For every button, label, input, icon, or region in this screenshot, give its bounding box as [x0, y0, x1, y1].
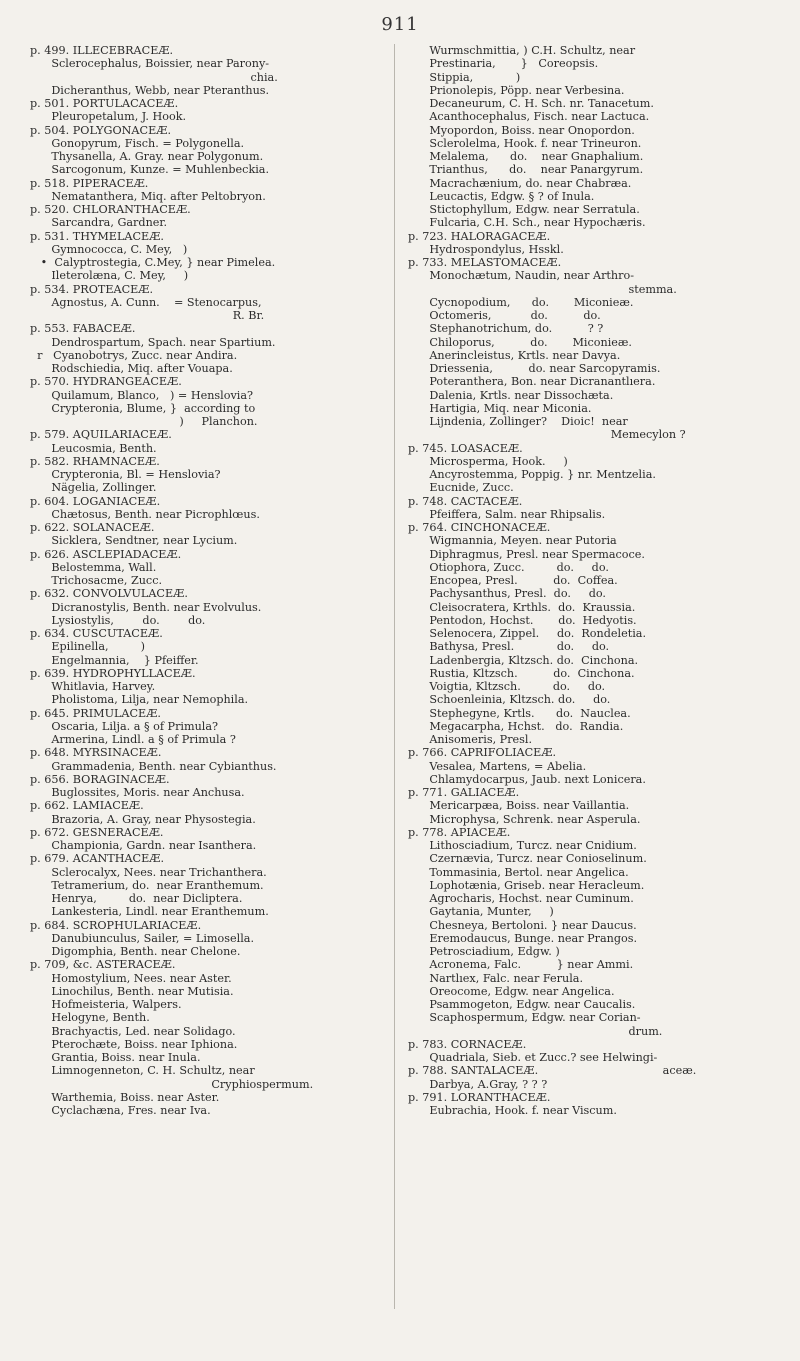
index-line: Octomeris, do. do. — [408, 309, 601, 322]
index-line: Megacarpha, Hchst. do. Randia. — [408, 719, 624, 733]
index-line: Lophotænia, Griseb. near Heracleum. — [408, 878, 645, 892]
index-line: p. 745. LOASACEÆ. — [408, 441, 523, 455]
index-line: Agrocharis, Hochst. near Cuminum. — [408, 892, 634, 905]
index-line: Rustia, Kltzsch. do. Cinchona. — [408, 666, 635, 680]
index-line: p. 553. FABACEÆ. — [30, 322, 136, 336]
index-line: Scaphospermum, Edgw. near Corian- — [408, 1011, 641, 1025]
index-line: Nematanthera, Miq. after Peltobryon. — [30, 189, 266, 203]
index-line: Sarcogonum, Kunze. = Muhlenbeckia. — [30, 163, 270, 177]
index-line: Prestinaria, } Coreopsis. — [408, 57, 599, 71]
index-line: chia. — [30, 70, 278, 84]
index-line: Decaneurum, C. H. Sch. nr. Tanacetum. — [408, 97, 654, 110]
index-line: Championia, Gardn. near Isanthera. — [30, 839, 257, 852]
index-line: Diphragmus, Presl. near Spermacoce. — [408, 547, 645, 561]
index-line: stemma. — [408, 282, 677, 296]
index-line: Pterochæte, Boiss. near Iphiona. — [30, 1037, 238, 1051]
index-line: Grammadenia, Benth. near Cybianthus. — [30, 759, 277, 773]
index-line: Microsperma, Hook. ) — [408, 454, 568, 468]
index-line: Quilamum, Blanco, ) = Henslovia? — [30, 388, 254, 402]
index-line: p. 684. SCROPHULARIACEÆ. — [30, 918, 202, 932]
index-line: p. 679. ACANTHACEÆ. — [30, 852, 165, 866]
index-line: Grantia, Boiss. near Inula. — [30, 1051, 201, 1064]
index-line: Macrachænium, do. near Chabræa. — [408, 176, 632, 190]
index-line: Epilinella, ) — [30, 640, 145, 654]
index-line: Nägelia, Zollinger. — [30, 481, 157, 495]
index-line: Dicheranthus, Webb, near Pteranthus. — [30, 83, 270, 97]
index-line: Leucactis, Edgw. § ? of Inula. — [408, 189, 595, 203]
index-line: p. 499. ILLECEBRACEÆ. — [30, 44, 174, 57]
index-line: p. 622. SOLANACEÆ. — [30, 521, 155, 534]
index-line: Wigmannia, Meyen. near Putoria — [408, 534, 617, 548]
index-line: Rodschiedia, Miq. after Vouapa. — [30, 362, 233, 375]
index-line: Driessenia, do. near Sarcopyramis. — [408, 362, 661, 375]
index-line: Myopordon, Boiss. near Onopordon. — [408, 123, 635, 137]
index-line: Chlamydocarpus, Jaub. next Lonicera. — [408, 772, 646, 786]
index-line: Whitlavia, Harvey. — [30, 680, 156, 693]
index-line: Stippia, ) — [408, 70, 521, 84]
index-line: Stictophyllum, Edgw. near Serratula. — [408, 203, 640, 216]
index-line: Engelmannia, } Pfeiffer. — [30, 653, 199, 667]
index-line: p. 709, &c. ASTERACEÆ. — [30, 958, 176, 972]
index-line: Psammogeton, Edgw. near Caucalis. — [408, 998, 636, 1011]
index-line: Thysanella, A. Gray. near Polygonum. — [30, 150, 264, 163]
index-line: Stephanotrichum, do. ? ? — [408, 322, 604, 336]
index-line: Selenocera, Zippel. do. Rondeletia. — [408, 627, 647, 640]
index-line: Oscaria, Lilja. a § of Primula? — [30, 719, 219, 733]
index-line: Tetramerium, do. near Eranthemum. — [30, 878, 264, 892]
index-line: Sclerocalyx, Nees. near Trichanthera. — [30, 865, 267, 879]
index-line: p. 771. GALIACEÆ. — [408, 786, 520, 799]
index-line: • Calyptrostegia, C.Mey, } near Pimelea. — [30, 256, 276, 269]
index-line: Leucosmia, Benth. — [30, 441, 157, 455]
index-line: p. 723. HALORAGACEÆ. — [408, 229, 551, 243]
index-line: p. 520. CHLORANTHACEÆ. — [30, 203, 191, 216]
index-line: Trianthus, do. near Panargyrum. — [408, 163, 644, 177]
index-line: Tommasinia, Bertol. near Angelica. — [408, 865, 629, 879]
index-line: p. 648. MYRSINACEÆ. — [30, 746, 162, 760]
index-line: p. 791. LORANTHACEÆ. — [408, 1090, 551, 1104]
index-line: Wurmschmittia, ) C.H. Schultz, near — [408, 44, 636, 57]
index-line: Ileterolæna, C. Mey, ) — [30, 269, 189, 283]
index-line: Chiloporus, do. Miconieæ. — [408, 335, 632, 349]
index-line: p. 764. CINCHONACEÆ. — [408, 521, 551, 534]
index-line: Pentodon, Hochst. do. Hedyotis. — [408, 613, 637, 627]
index-line: p. 604. LOGANIACEÆ. — [30, 494, 161, 508]
index-line: Nartlıex, Falc. near Ferula. — [408, 971, 583, 985]
index-line: Pachysanthus, Presl. do. do. — [408, 587, 606, 601]
index-line: Poteranthera, Bon. near Dicranantlıera. — [408, 375, 656, 389]
index-line: Chesneya, Bertoloni. } near Daucus. — [408, 918, 637, 932]
index-line: Anerincleistus, Krtls. near Davya. — [408, 348, 621, 362]
index-line: p. 632. CONVOLVULACEÆ. — [30, 587, 188, 601]
index-line: p. 778. APIACEÆ. — [408, 825, 511, 839]
index-line: p. 634. CUSCUTACEÆ. — [30, 627, 163, 640]
index-line: Stephegyne, Krtls. do. Nauclea. — [408, 706, 631, 720]
index-line: Warthemia, Boiss. near Aster. — [30, 1090, 220, 1104]
index-line: Homostylium, Nees. near Aster. — [30, 971, 232, 985]
index-line: Voigtia, Kltzsch. do. do. — [408, 680, 606, 693]
index-line: Sarcandra, Gardner. — [30, 216, 168, 230]
index-line: p. 582. RHAMNACEÆ. — [30, 454, 160, 468]
index-line: Vesalea, Martens, = Abelia. — [408, 759, 587, 773]
index-line: Anisomeris, Presl. — [408, 733, 533, 746]
index-line: Gymnococca, C. Mey, ) — [30, 242, 188, 256]
index-line: Bathysa, Presl. do. do. — [408, 640, 610, 654]
index-line: Quadriala, Sieb. et Zucc.? see Helwingi- — [408, 1051, 658, 1064]
index-line: Pleuropetalum, J. Hook. — [30, 110, 187, 124]
right-column — [408, 44, 780, 1117]
index-line: p. 579. AQUILARIACEÆ. — [30, 428, 172, 442]
index-line: Eucnide, Zucc. — [408, 481, 514, 495]
index-line: Crypteronia, Bl. = Henslovia? — [30, 468, 221, 481]
index-line: Schoenleinia, Kltzsch. do. do. — [408, 693, 611, 707]
index-line: p. 504. POLYGONACEÆ. — [30, 123, 171, 137]
index-line: p. 748. CACTACEÆ. — [408, 494, 523, 508]
index-line: p. 788. SANTALACEÆ. aceæ. — [408, 1064, 697, 1078]
index-line: Pholistoma, Lilja, near Nemophila. — [30, 693, 249, 707]
index-line: Agnostus, A. Cunn. = Stenocarpus, — [30, 295, 262, 309]
index-line: Hartigia, Miq. near Miconia. — [408, 401, 592, 415]
index-line: Eubrachia, Hook. f. near Viscum. — [408, 1104, 617, 1117]
index-line: Gaytania, Munter, ) — [408, 905, 554, 919]
index-line: Cryphiospermum. — [30, 1077, 314, 1091]
index-line: Digomphia, Benth. near Chelone. — [30, 945, 241, 958]
index-line: Mericarpæa, Boiss. near Vaillantia. — [408, 799, 630, 813]
index-line: Cycnopodium, do. Miconieæ. — [408, 295, 634, 309]
index-line: Lysiostylis, do. do. — [30, 613, 206, 627]
index-line: p. 570. HYDRANGEACEÆ. — [30, 375, 182, 389]
index-line: drum. — [408, 1024, 663, 1038]
page-number: 911 — [381, 14, 419, 35]
index-line: Acronema, Falc. } near Ammi. — [408, 958, 634, 972]
index-line: Brazoria, A. Gray, near Physostegia. — [30, 812, 256, 826]
index-line: Czernævia, Turcz. near Conioselinum. — [408, 852, 647, 866]
index-line: Fulcaria, C.H. Sch., near Hypochæris. — [408, 216, 646, 230]
index-line: p. 626. ASCLEPIADACEÆ. — [30, 547, 182, 561]
index-line: p. 639. HYDROPHYLLACEÆ. — [30, 666, 196, 680]
index-line: Memecylon ? — [408, 428, 686, 442]
index-line: Lankesteria, Lindl. near Eranthemum. — [30, 905, 269, 919]
index-line: p. 501. PORTULACACEÆ. — [30, 97, 179, 110]
index-line: Chætosus, Benth. near Picrophlœus. — [30, 507, 260, 521]
index-line: p. 518. PIPERACEÆ. — [30, 176, 149, 190]
index-line: Oreocome, Edgw. near Angelica. — [408, 984, 615, 998]
index-line: Belostemma, Wall. — [30, 560, 157, 574]
index-line: Encopea, Presl. do. Coffea. — [408, 574, 618, 587]
index-line: p. 645. PRIMULACEÆ. — [30, 706, 161, 720]
index-line: Crypteronia, Blume, } according to — [30, 401, 256, 415]
index-line: Sclerolelma, Hook. f. near Trineuron. — [408, 136, 642, 150]
index-line: p. 783. CORNACEÆ. — [408, 1037, 527, 1051]
index-line: Gonopyrum, Fisch. = Polygonella. — [30, 136, 245, 150]
index-line: p. 656. BORAGINACEÆ. — [30, 772, 170, 786]
index-line: R. Br. — [30, 309, 265, 322]
index-line: Eremodaucus, Bunge. near Prangos. — [408, 931, 638, 945]
index-line: p. 534. PROTEACEÆ. — [30, 282, 154, 296]
index-line: Monochætum, Naudin, near Arthro- — [408, 269, 634, 283]
index-line: Prionolepis, Pöpp. near Verbesina. — [408, 83, 625, 97]
index-line: Dicranostylis, Benth. near Evolvulus. — [30, 600, 262, 614]
index-line: Dalenia, Krtls. near Dissochæta. — [408, 388, 614, 402]
index-line: r Cyanobotrys, Zucc. near Andira. — [30, 348, 238, 362]
index-line: Trichosacme, Zucc. — [30, 574, 163, 587]
index-line: Ladenbergia, Kltzsch. do. Cinchona. — [408, 653, 639, 667]
index-line: p. 766. CAPRIFOLIACEÆ. — [408, 746, 557, 760]
index-line: ) Planchon. — [30, 415, 258, 428]
index-line: Lijndenia, Zollinger? Dioic! near — [408, 415, 628, 428]
index-line: Buglossites, Moris. near Anchusa. — [30, 786, 245, 799]
index-line: p. 531. THYMELACEÆ. — [30, 229, 164, 243]
index-line: Petrosciadium, Edgw. ) — [408, 945, 560, 958]
index-line: p. 662. LAMIACEÆ. — [30, 799, 144, 813]
index-line: Lithosciadium, Turcz. near Cnidium. — [408, 839, 637, 852]
index-line: Linochilus, Benth. near Mutisia. — [30, 984, 234, 998]
index-line: p. 733. MELASTOMACEÆ. — [408, 256, 562, 269]
index-line: Dendrospartum, Spach. near Spartium. — [30, 335, 276, 349]
index-line: Melalema, do. near Gnaphalium. — [408, 150, 644, 163]
index-line: Sclerocephalus, Boissier, near Parony- — [30, 57, 270, 71]
index-line: Henrya, do. near Dicliptera. — [30, 892, 243, 905]
index-line: Cleisocratera, Krthls. do. Kraussia. — [408, 600, 636, 614]
index-line: Pfeiffera, Salm. near Rhipsalis. — [408, 507, 606, 521]
index-line: Armerina, Lindl. a § of Primula ? — [30, 733, 236, 746]
index-line: Hofmeisteria, Walpers. — [30, 998, 182, 1011]
index-line: Microphysa, Schrenk. near Asperula. — [408, 812, 641, 826]
left-column — [30, 44, 402, 1117]
index-line: Otiophora, Zucc. do. do. — [408, 560, 609, 574]
index-line: Danubiunculus, Sailer, = Limosella. — [30, 931, 255, 945]
index-line: Hydrospondylus, Hsskl. — [408, 242, 564, 256]
index-line: Sicklera, Sendtner, near Lycium. — [30, 534, 238, 548]
index-line: Helogyne, Benth. — [30, 1011, 150, 1025]
index-line: Cyclachæna, Fres. near Iva. — [30, 1104, 211, 1117]
index-line: Brachyactis, Led. near Solidago. — [30, 1024, 236, 1038]
index-line: p. 672. GESNERACEÆ. — [30, 825, 164, 839]
index-line: Ancyrostemma, Poppig. } nr. Mentzelia. — [408, 468, 656, 481]
index-line: Limnogenneton, C. H. Schultz, near — [30, 1064, 255, 1078]
index-line: Darbya, A.Gray, ? ? ? — [408, 1077, 548, 1091]
index-line: Acanthocephalus, Fisch. near Lactuca. — [408, 110, 650, 124]
